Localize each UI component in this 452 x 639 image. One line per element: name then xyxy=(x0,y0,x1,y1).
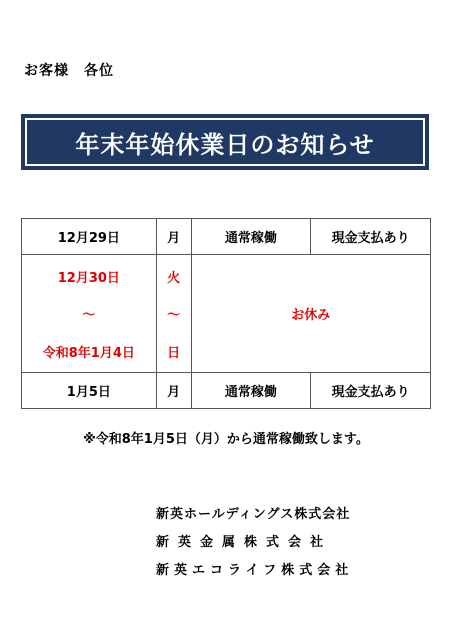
company-name: 新英ホールディングス株式会社 xyxy=(156,507,351,522)
date-cell: 12月29日 xyxy=(22,219,157,255)
day-cell: 月 xyxy=(156,219,191,255)
table-row xyxy=(22,219,431,255)
schedule-table xyxy=(21,218,431,409)
title-banner xyxy=(21,114,429,170)
day-cell: 月 xyxy=(156,373,191,409)
holiday-date-cell xyxy=(22,255,157,373)
holiday-day-cell xyxy=(156,255,191,373)
resume-notice: ※令和8年1月5日（月）から通常稼働致します。 xyxy=(83,432,369,447)
holiday-day-end: 日 xyxy=(167,345,181,361)
table-row xyxy=(22,373,431,409)
company-name: 新英金属株式会社 xyxy=(156,535,333,550)
holiday-status-cell: お休み xyxy=(191,255,430,373)
holiday-date-tilde: ～ xyxy=(82,308,96,323)
table-row-holiday xyxy=(22,255,431,373)
company-name: 新英エコライフ株式会社 xyxy=(156,563,354,578)
date-cell: 1月5日 xyxy=(22,373,157,409)
status-cell: 通常稼働 xyxy=(191,219,311,255)
greeting-text: お客様 各位 xyxy=(24,63,114,79)
holiday-date-start: 12月30日 xyxy=(57,270,120,286)
note-cell: 現金支払あり xyxy=(311,373,431,409)
note-cell: 現金支払あり xyxy=(311,219,431,255)
holiday-date-end: 令和8年1月4日 xyxy=(42,345,135,361)
holiday-day-start: 火 xyxy=(167,270,181,286)
holiday-day-tilde: ～ xyxy=(167,308,181,323)
status-cell: 通常稼働 xyxy=(191,373,311,409)
banner-title: 年末年始休業日のお知らせ xyxy=(25,118,425,166)
